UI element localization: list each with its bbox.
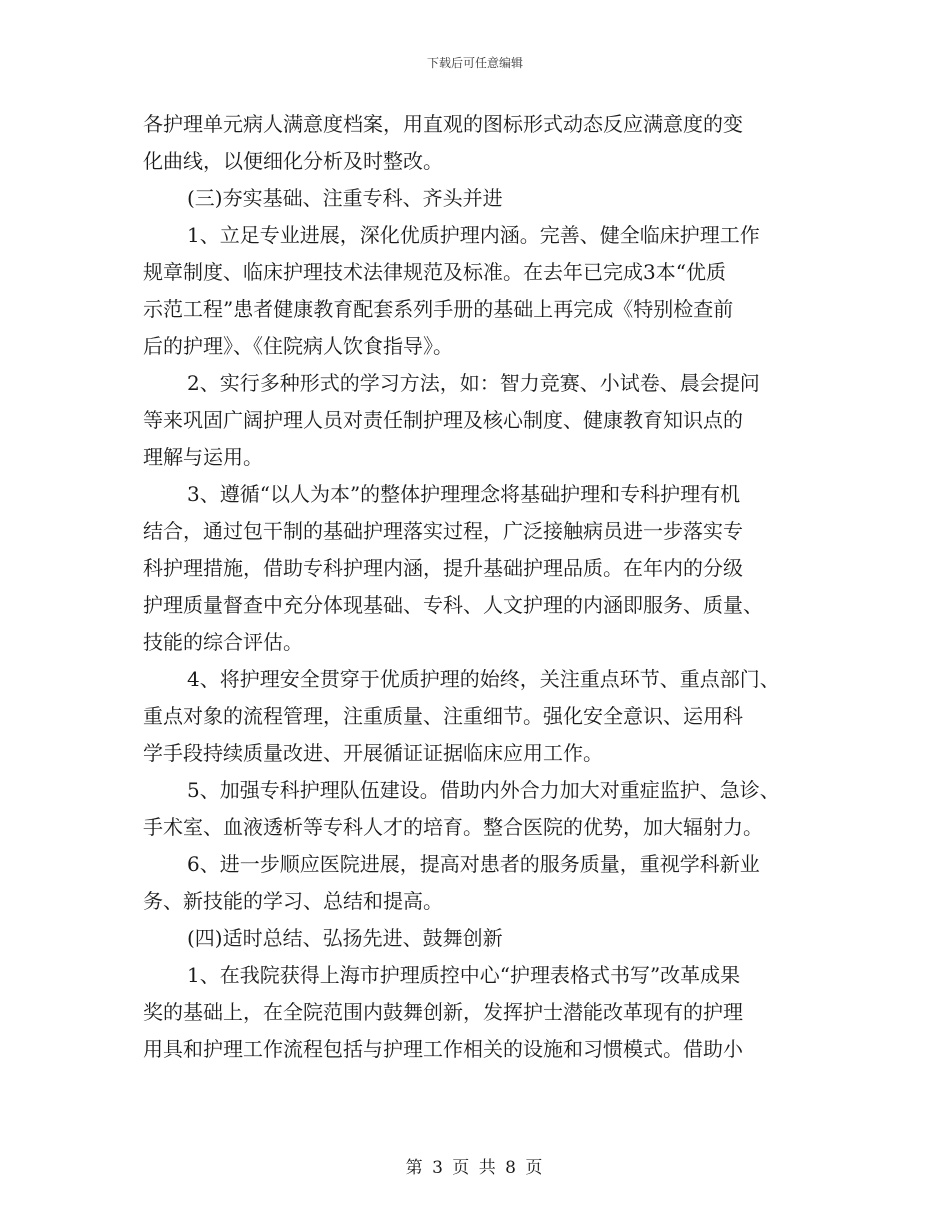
body-line: 手术室、血液透析等专科人才的培育。整合医院的优势，加大辐射力。 (143, 815, 763, 839)
body-line: 各护理单元病人满意度档案，用直观的图标形式动态反应满意度的变 (143, 112, 743, 136)
body-line: 奖的基础上，在全院范围内鼓舞创新，发挥护士潜能改革现有的护理 (143, 1000, 743, 1024)
body-line: 4、将护理安全贯穿于优质护理的始终，关注重点环节、重点部门、 (187, 667, 780, 691)
body-line: 技能的综合评估。 (143, 630, 303, 654)
page-number: 第 3 页 共 8 页 (405, 1158, 545, 1178)
section-heading: (三)夯实基础、注重专科、齐头并进 (187, 186, 503, 210)
body-line: 2、实行多种形式的学习方法，如：智力竞赛、小试卷、晨会提问 (187, 371, 760, 395)
body-line: 结合，通过包干制的基础护理落实过程，广泛接触病员进一步落实专 (143, 519, 743, 543)
body-line: 化曲线，以便细化分析及时整改。 (143, 149, 443, 173)
page-header: 下载后可任意编辑 (426, 56, 523, 70)
body-line: 5、加强专科护理队伍建设。借助内外合力加大对重症监护、急诊、 (187, 778, 780, 802)
body-line: 3、遵循“以人为本”的整体护理理念将基础护理和专科护理有机 (187, 482, 741, 506)
body-line: 规章制度、临床护理技术法律规范及标准。在去年已完成3本“优质 (143, 260, 726, 284)
body-line: 等来巩固广阔护理人员对责任制护理及核心制度、健康教育知识点的 (143, 408, 743, 432)
body-line: 理解与运用。 (143, 445, 263, 469)
body-line: 护理质量督查中充分体现基础、专科、人文护理的内涵即服务、质量、 (143, 593, 763, 617)
body-line: 6、进一步顺应医院进展，提高对患者的服务质量，重视学科新业 (187, 852, 760, 876)
body-line: 务、新技能的学习、总结和提高。 (143, 889, 443, 913)
body-line: 重点对象的流程管理，注重质量、注重细节。强化安全意识、运用科 (143, 704, 743, 728)
body-line: 后的护理》、《住院病人饮食指导》。 (143, 334, 453, 358)
body-line: 科护理措施，借助专科护理内涵，提升基础护理品质。在年内的分级 (143, 556, 743, 580)
body-line: 示范工程”患者健康教育配套系列手册的基础上再完成《特别检查前 (143, 297, 734, 321)
body-line: 1、立足专业进展，深化优质护理内涵。完善、健全临床护理工作 (187, 223, 760, 247)
body-line: 用具和护理工作流程包括与护理工作相关的设施和习惯模式。借助小 (143, 1037, 743, 1061)
body-line: 学手段持续质量改进、开展循证证据临床应用工作。 (143, 741, 603, 765)
document-body (143, 106, 823, 1068)
body-line: 1、在我院获得上海市护理质控中心“护理表格式书写”改革成果 (187, 963, 741, 987)
section-heading: (四)适时总结、弘扬先进、鼓舞创新 (187, 926, 503, 950)
